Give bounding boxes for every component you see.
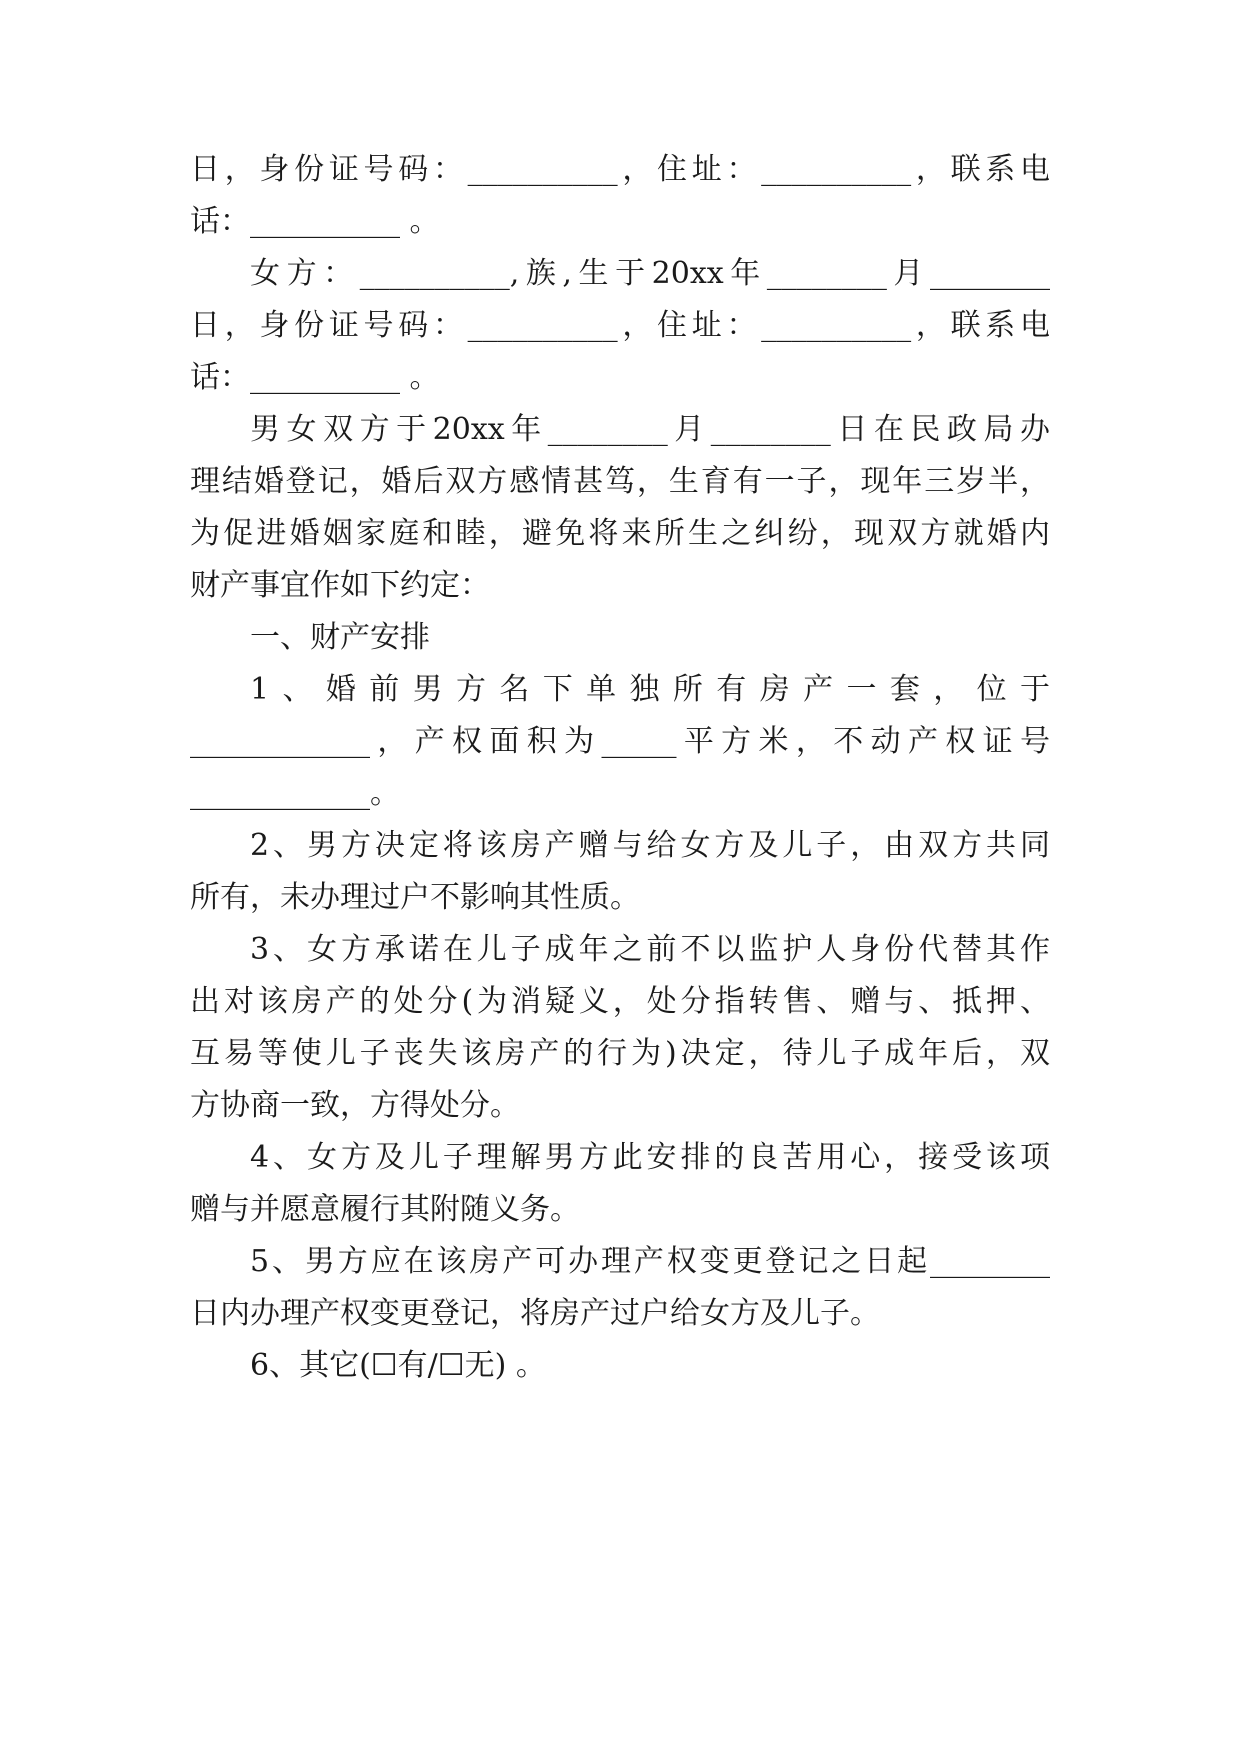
- text-line: 方协商一致，方得处分。: [190, 1088, 520, 1123]
- text-line: 理结婚登记，婚后双方感情甚笃，生育有一子，现年三岁半，: [190, 464, 1050, 499]
- text-line: 2、男方决定将该房产赠与给女方及儿子，由双方共同: [250, 828, 1050, 863]
- text-line: 5、男方应在该房产可办理产权变更登记之日起________: [250, 1244, 1050, 1279]
- text-line: 日内办理产权变更登记，将房产过户给女方及儿子。: [190, 1296, 880, 1331]
- text-line: 1、婚前男方名下单独所有房产一套，位于: [250, 672, 1050, 707]
- text-line: ____________。: [190, 776, 400, 811]
- text-line: 4、女方及儿子理解男方此安排的良苦用心，接受该项: [250, 1140, 1050, 1175]
- text-line: 所有，未办理过户不影响其性质。: [190, 880, 640, 915]
- text-line: 赠与并愿意履行其附随义务。: [190, 1192, 580, 1227]
- text-line: 日，身份证号码：__________，住址：__________，联系电: [190, 308, 1050, 343]
- text-line: 互易等使儿子丧失该房产的行为)决定，待儿子成年后，双: [190, 1036, 1050, 1071]
- text-line: 日，身份证号码：__________，住址：__________，联系电: [190, 152, 1050, 187]
- text-line: 出对该房产的处分(为消疑义，处分指转售、赠与、抵押、: [190, 984, 1050, 1019]
- text-line: 女方：__________,族,生于20xx年________月________: [250, 256, 1050, 291]
- text-line: 6、其它(☐有/☐无) 。: [250, 1348, 546, 1383]
- text-line: 男女双方于20xx年________月________日在民政局办: [250, 412, 1050, 447]
- text-line: ____________，产权面积为_____平方米，不动产权证号: [190, 724, 1050, 759]
- text-line: 3、女方承诺在儿子成年之前不以监护人身份代替其作: [250, 932, 1050, 967]
- text-line: 话：__________ 。: [190, 204, 440, 239]
- text-line: 话：__________ 。: [190, 360, 440, 395]
- text-line: 为促进婚姻家庭和睦，避免将来所生之纠纷，现双方就婚内: [190, 516, 1050, 551]
- section-heading: 一、财产安排: [250, 620, 430, 655]
- text-line: 财产事宜作如下约定：: [190, 568, 490, 603]
